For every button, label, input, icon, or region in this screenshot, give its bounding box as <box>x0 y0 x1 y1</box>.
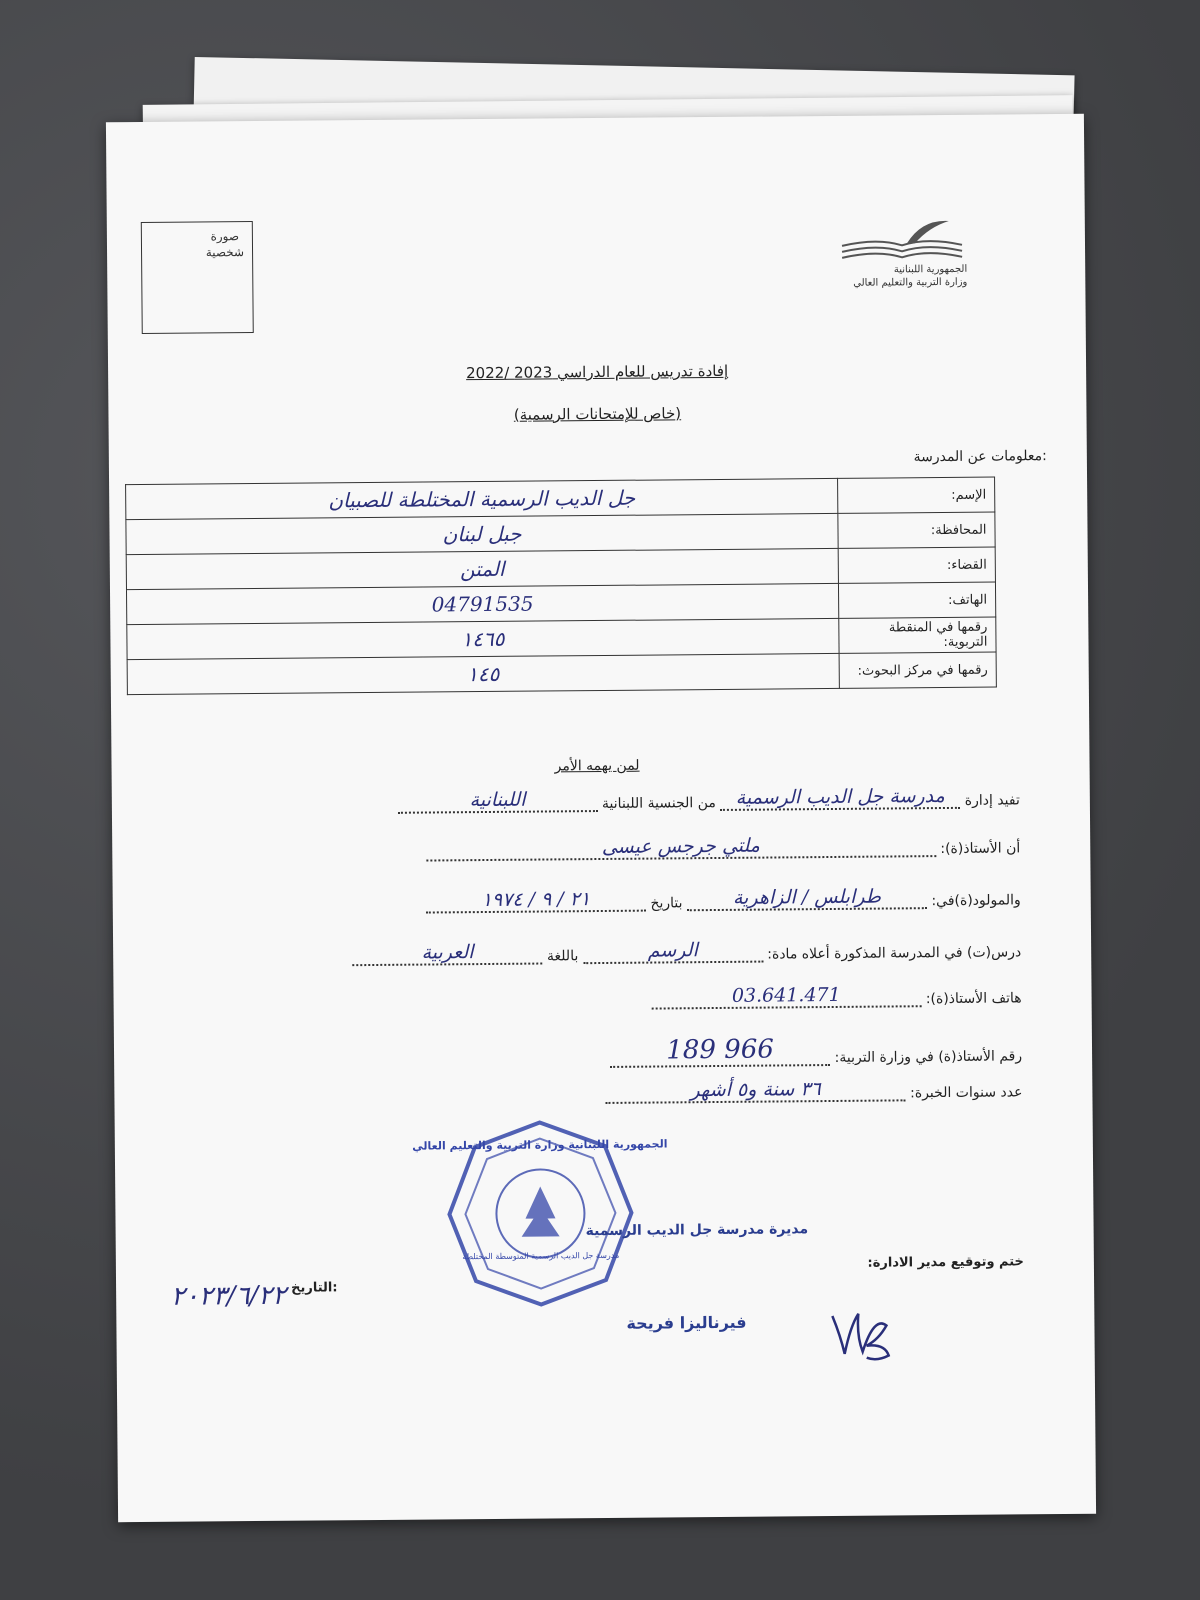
ministry-logo <box>827 215 968 290</box>
line6-field <box>610 1034 830 1068</box>
line4-value-2: العربية <box>421 941 474 964</box>
school-info-label: القضاء: <box>838 547 995 583</box>
line3-field <box>687 885 927 911</box>
line1-field <box>720 785 960 811</box>
document-page <box>106 114 1096 1522</box>
school-info-value: جل الديب الرسمية المختلطة للصبيان <box>126 478 838 519</box>
stamp-outer-text: الجمهورية اللبنانية وزارة التربية والتعليم العالي <box>412 1137 668 1153</box>
line1-value-2: اللبنانية <box>469 788 526 812</box>
seal-signature-label: ختم وتوقيع مدير الادارة: <box>867 1254 1024 1271</box>
school-info-label: الإسم: <box>838 477 995 513</box>
line5-prefix: هاتف الأستاذ(ة): <box>925 990 1022 1008</box>
line3-date-field <box>426 888 646 914</box>
official-stamp <box>412 1118 668 1310</box>
logo-line1: الجمهورية اللبنانية <box>893 263 968 276</box>
school-info-label: رقمها في المنقطة التربوية: <box>839 617 996 653</box>
line2-prefix: أن الأستاذ(ة): <box>940 840 1021 858</box>
school-info-label: رقمها في مركز البحوث: <box>839 652 996 688</box>
school-info-value: جبل لبنان <box>126 513 838 554</box>
line3-date: ٢١ / ٩ / ١٩٧٤ <box>481 888 591 912</box>
line2-value: ملتي جرجس عيسى <box>601 834 761 858</box>
school-info-table <box>125 477 997 696</box>
photo-box <box>141 221 254 334</box>
line4-field <box>583 939 763 965</box>
document-subtitle: (خاص للإمتحانات الرسمية) <box>513 404 682 424</box>
declaration-line-2 <box>426 832 1021 861</box>
school-info-value: ١٤٦٥ <box>127 618 839 659</box>
declaration-line-4 <box>352 936 1021 966</box>
line1-field-2 <box>397 788 597 814</box>
school-info-label: المحافظة: <box>838 512 995 548</box>
line4-prefix: درس(ت) في المدرسة المذكورة أعلاه مادة: <box>767 944 1022 963</box>
line5-field <box>651 983 921 1009</box>
school-info-value: المتن <box>126 548 838 589</box>
to-whom-heading: لمن يهمه الأمر <box>554 757 640 775</box>
line3-prefix: والمولود(ة)في: <box>931 892 1021 910</box>
line5-value: 03.641.471 <box>731 983 841 1007</box>
school-info-value: ١٤٥ <box>127 653 839 694</box>
school-info-heading: معلومات عن المدرسة: <box>913 448 1047 466</box>
line6-prefix: رقم الأستاذ(ة) في وزارة التربية: <box>834 1048 1023 1066</box>
line1-prefix: تفيد إدارة <box>964 792 1020 809</box>
document-title: إفادة تدريس للعام الدراسي 2023 /2022 <box>466 361 729 383</box>
school-info-value: 04791535 <box>126 583 838 624</box>
line3-mid: بتاريخ <box>650 895 683 912</box>
school-info-row <box>127 652 996 695</box>
line7-field <box>606 1077 906 1104</box>
signature-mark <box>826 1295 897 1366</box>
line1-mid: من الجنسية اللبنانية <box>601 794 716 812</box>
line4-value: الرسم <box>647 939 698 962</box>
line7-prefix: عدد سنوات الخبرة: <box>910 1084 1023 1102</box>
declaration-line-1 <box>397 784 1019 813</box>
book-icon <box>837 215 967 260</box>
photo-label-line1: صورة <box>210 229 240 244</box>
declaration-line-5 <box>651 982 1021 1009</box>
line2-field <box>426 833 936 861</box>
line3-value: طرابلس / الزاهرية <box>732 885 882 909</box>
line7-value: ٣٦ سنة و٥ أشهر <box>690 1078 821 1102</box>
line4-mid: باللغة <box>546 948 579 965</box>
school-info-label: الهاتف: <box>838 582 995 618</box>
line6-value: 966 189 <box>666 1034 774 1066</box>
date-value: ٢٠٢٣/٦/٢٢ <box>170 1280 287 1312</box>
logo-line2: وزارة التربية والتعليم العالي <box>853 276 968 289</box>
declaration-line-6 <box>610 1032 1022 1068</box>
photo-label <box>206 228 245 260</box>
stamp-inner-text: مدرسة جل الديب الرسمية المتوسطة المختلطة <box>462 1250 620 1262</box>
line1-value: مدرسة جل الديب الرسمية <box>735 784 945 809</box>
date-label: التاريخ: <box>291 1280 338 1296</box>
photo-label-line2: شخصية <box>205 245 245 260</box>
declaration-line-3 <box>426 884 1021 913</box>
manager-name: فيرناليزا فريحة <box>626 1312 747 1333</box>
declaration-line-7 <box>606 1076 1023 1104</box>
manager-title: مديرة مدرسة جل الديب الرسمية <box>585 1221 809 1240</box>
line4-field-2 <box>352 941 542 967</box>
